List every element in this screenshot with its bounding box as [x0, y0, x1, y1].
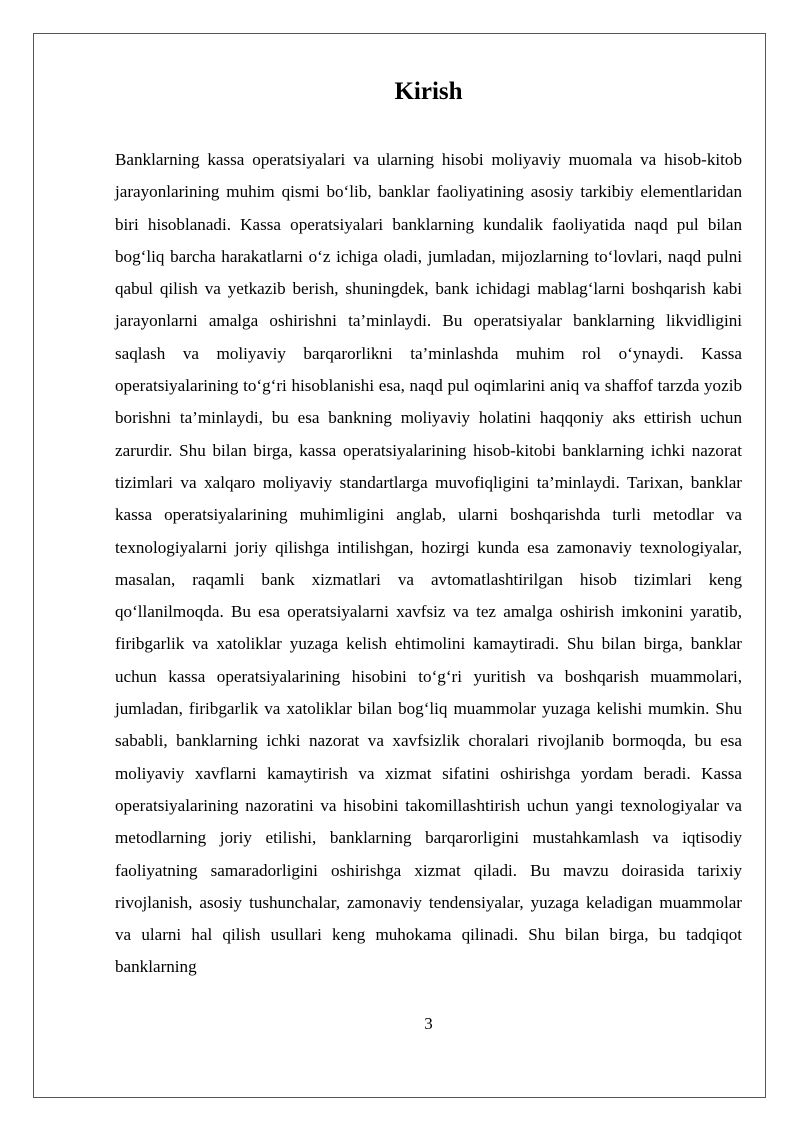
- page-number: 3: [424, 1014, 433, 1033]
- body-paragraph: Banklarning kassa operatsiyalari va ularning hisobi moliyaviy muomala va hisob-kitob jarayonlarining muhim qismi bo‘lib, banklar faoliyatining asosiy tarkibiy elementlaridan biri hisoblanadi. Kassa operatsiyalari banklarning kundalik faoliyatida naqd pul bilan bog‘liq barcha harakatlarni o‘z ichiga oladi, jumladan, mijozlarning to‘lovlari, naqd pulni qabul qilish va yetkazib berish, shuningdek, bank ichidagi mablag‘larni boshqarish kabi jarayonlarni amalga oshirishni ta’minlaydi. Bu operatsiyalar banklarning likvidligini saqlash va moliyaviy barqarorlikni ta’minlashda muhim rol o‘ynaydi. Kassa operatsiyalarining to‘g‘ri hisoblanishi esa, naqd pul oqimlarini aniq va shaffof tarzda yozib borishni ta’minlaydi, bu esa bankning moliyaviy holatini haqqoniy aks ettirish uchun zarurdir. Shu bilan birga, kassa operatsiyalarining hisob-kitobi banklarning ichki nazorat tizimlari va xalqaro moliyaviy standartlarga muvofiqligini ta’minlaydi. Tarixan, banklar kassa operatsiyalarining muhimligini anglab, ularni boshqarishda turli metodlar va texnologiyalarni joriy qilishga intilishgan, hozirgi kunda esa zamonaviy texnologiyalar, masalan, raqamli bank xizmatlari va avtomatlashtirilgan hisob tizimlari keng qo‘llanilmoqda. Bu esa operatsiyalarni xavfsiz va tez amalga oshirish imkonini yaratib, firibgarlik va xatoliklar yuzaga kelish ehtimolini kamaytiradi. Shu bilan birga, banklar uchun kassa operatsiyalarining hisobini to‘g‘ri yuritish va boshqarish muammolari, jumladan, firibgarlik va xatoliklar bilan bog‘liq muammolar yuzaga kelishi mumkin. Shu sababli, banklarning ichki nazorat va xavfsizlik choralari rivojlanib bormoqda, bu esa moliyaviy xavflarni kamaytirish va xizmat sifatini oshirishga yordam beradi. Kassa operatsiyalarining nazoratini va hisobini takomillashtirish uchun yangi texnologiyalar va metodlarning joriy etilishi, banklarning barqarorligini mustahkamlash va iqtisodiy faoliyatning samaradorligini oshirishga xizmat qiladi. Bu mavzu doirasida tarixiy rivojlanish, asosiy tushunchalar, zamonaviy tendensiyalar, yuzaga keladigan muammolar va ularni hal qilish usullari keng muhokama qilinadi. Shu bilan birga, bu tadqiqot banklarning: [115, 150, 742, 977]
- page-title: Kirish: [394, 78, 463, 105]
